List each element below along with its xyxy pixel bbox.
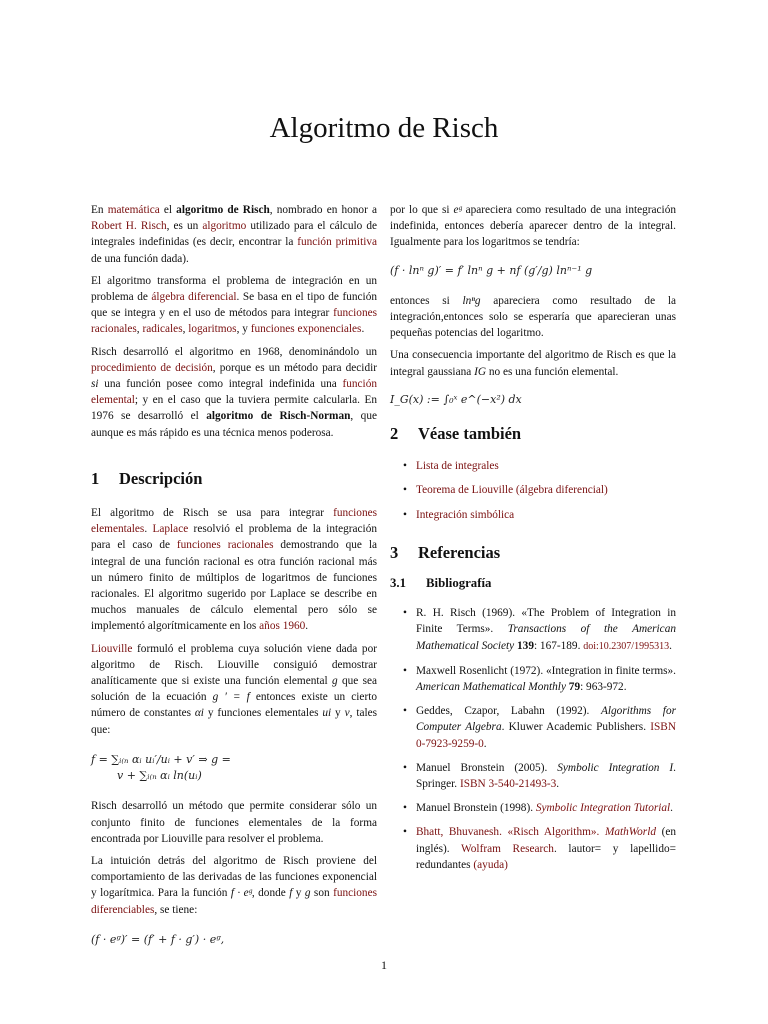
bullet-icon: • bbox=[403, 484, 407, 497]
link-algebra-diferencial[interactable]: álgebra diferencial bbox=[151, 291, 237, 304]
right-paragraph-1: por lo que si eᵍ apareciera como resultado de una integración indefinida, entonces debería aparecer dentro de la integral. Igualmente para los logaritmos se tendría: bbox=[390, 204, 676, 249]
list-item bbox=[390, 482, 676, 498]
section-heading-vease-tambien: 2 Véase también bbox=[390, 424, 522, 444]
reference-item: • R. H. Risch (1969). «The Problem of Integration in Finite Terms». Transactions of the American Mathematical Society 139: 167-189. doi:10.2307/1995313. bbox=[403, 607, 676, 652]
link-funciones-racionales[interactable]: funciones racionales bbox=[91, 307, 377, 336]
link-mathworld[interactable]: MathWorld bbox=[604, 826, 656, 839]
list-item bbox=[390, 507, 676, 523]
link-isbn-bronstein[interactable]: ISBN 3-540-21493-3 bbox=[459, 778, 557, 791]
bullet-icon: • bbox=[403, 664, 407, 677]
link-doi[interactable]: doi:10.2307/1995313 bbox=[583, 640, 670, 652]
link-isbn-geddes[interactable]: ISBN 0-7923-9259-0 bbox=[416, 721, 676, 750]
descripcion-paragraph-1: El algoritmo de Risch se usa para integrar funciones elementales. Laplace resolvió el problema de la integración para el caso de funciones racionales demostrando que la integral de una función racional es otra función racional más un número finito de múltiplos de logaritmos de funciones racionales. El algoritmo sugerido por Laplace se describe en muchos manuales de cálculo elemental pero sólo se implementó algorítmicamente en los años 1960. bbox=[91, 507, 377, 633]
link-liouville[interactable]: Liouville bbox=[91, 642, 133, 655]
bullet-icon: • bbox=[403, 460, 407, 473]
right-paragraph-2: entonces si lnⁿg apareciera como resultado de la integración,entonces solo se esperaría que aparecieran unas pequeñas potencias del logaritmo. bbox=[390, 294, 676, 340]
link-robert-risch[interactable]: Robert H. Risch bbox=[91, 220, 167, 233]
reference-item: • Maxwell Rosenlicht (1972). «Integration in finite terms». American Mathematical Monthly 79: 963-972. bbox=[403, 664, 676, 694]
bullet-icon: • bbox=[403, 761, 407, 774]
intro-paragraph-3: Risch desarrolló el algoritmo en 1968, denominándolo un procedimiento de decisión, porque es un método para decidir si una función posee como integral indefinida una función elemental; y en el caso que la tuviera permite calcularla. En 1976 se desarrolló el algoritmo de Risch-Norman, que aunque es más rápido es una técnica menos poderosa. bbox=[91, 345, 377, 439]
link-funciones-racionales-2[interactable]: funciones racionales bbox=[176, 539, 274, 552]
link-funcion-primitiva[interactable]: función primitiva bbox=[297, 236, 378, 249]
link-wolfram-research[interactable]: Wolfram Research bbox=[461, 842, 554, 855]
link-logaritmos[interactable]: logaritmos bbox=[188, 323, 237, 336]
link-algoritmo[interactable]: algoritmo bbox=[202, 220, 247, 233]
link-funciones-diferenciables[interactable]: funciones diferenciables bbox=[91, 887, 377, 916]
link-laplace[interactable]: Laplace bbox=[152, 523, 189, 536]
formula-gaussian-integral: I_G(x) := ∫₀ˣ e^(−x²) dx bbox=[390, 392, 522, 406]
right-column bbox=[390, 202, 676, 881]
link-symbolic-integration-tutorial[interactable]: Symbolic Integration Tutorial bbox=[535, 802, 671, 815]
link-funcion-elemental[interactable]: función elemental bbox=[91, 378, 377, 407]
subsection-heading-bibliografia: 3.1 Bibliografía bbox=[390, 576, 492, 591]
section-heading-referencias: 3 Referencias bbox=[390, 542, 501, 562]
section-heading-descripcion: 1 Descripción bbox=[91, 468, 203, 488]
formula-log-derivative: (f · lnⁿ g)′ = f′ lnⁿ g + nf (g′/g) lnⁿ⁻¹ g bbox=[390, 263, 593, 277]
link-ayuda[interactable]: (ayuda) bbox=[473, 858, 508, 871]
intro-paragraph-1: En matemática el algoritmo de Risch, nombrado en honor a Robert H. Risch, es un algoritmo utilizado para el cálculo de integrales indefinidas (es decir, encontrar la función primitiva de una función dada). bbox=[91, 204, 378, 265]
link-anos-1960[interactable]: años 1960 bbox=[259, 620, 306, 633]
descripcion-paragraph-4: La intuición detrás del algoritmo de Risch proviene del comportamiento de las derivadas de las funciones exponencial y logarítmica. Para la función f · eᵍ, donde f y g son funciones diferenciables, se tiene: bbox=[91, 854, 377, 916]
link-matematica[interactable]: matemática bbox=[107, 204, 160, 216]
link-radicales[interactable]: radicales bbox=[142, 323, 183, 336]
references-list bbox=[390, 605, 676, 873]
link-risch-algorithm-mathworld[interactable]: Bhatt, Bhuvanesh. «Risch Algorithm». bbox=[416, 826, 605, 839]
link-teorema-liouville[interactable]: Teorema de Liouville (álgebra diferencial) bbox=[416, 484, 608, 497]
formula-liouville: f = ∑ᵢ₍ₙ αᵢ uᵢ′/uᵢ + v′ ⇒ g = v + ∑ᵢ₍ₙ αᵢ ln(uᵢ) bbox=[91, 752, 231, 783]
link-procedimiento-decision[interactable]: procedimiento de decisión bbox=[91, 361, 213, 374]
reference-item: • Manuel Bronstein (1998). Symbolic Integration Tutorial. bbox=[390, 800, 676, 816]
bullet-icon: • bbox=[403, 607, 407, 620]
page-title: Algoritmo de Risch bbox=[269, 112, 499, 144]
reference-item: • Bhatt, Bhuvanesh. «Risch Algorithm». MathWorld (en inglés). Wolfram Research. lautor= y lapellido= redundantes (ayuda) bbox=[403, 826, 677, 871]
formula-exponential-derivative: (f · eᵍ)′ = (f′ + f · g′) · eᵍ, bbox=[91, 932, 225, 946]
bullet-icon: • bbox=[403, 802, 407, 815]
left-column bbox=[91, 202, 377, 948]
page-number: 1 bbox=[381, 958, 387, 972]
link-lista-integrales[interactable]: Lista de integrales bbox=[416, 460, 499, 473]
intro-paragraph-2: El algoritmo transforma el problema de integración en un problema de álgebra diferencial. Se basa en el tipo de función que se integra y en el uso de métodos para integrar funciones racionales, radicales, logaritmos, y funciones exponenciales. bbox=[91, 274, 377, 336]
list-item bbox=[390, 458, 676, 474]
see-also-list bbox=[390, 458, 676, 523]
bullet-icon: • bbox=[403, 508, 407, 521]
right-paragraph-3: Una consecuencia importante del algoritmo de Risch es que la integral gaussiana IG no es una función elemental. bbox=[390, 349, 676, 378]
link-integracion-simbolica[interactable]: Integración simbólica bbox=[416, 508, 515, 521]
bullet-icon: • bbox=[403, 826, 407, 839]
reference-item: • Manuel Bronstein (2005). Symbolic Integration I. Springer. ISBN 3-540-21493-3. bbox=[403, 761, 676, 791]
reference-item: • Geddes, Czapor, Labahn (1992). Algorithms for Computer Algebra. Kluwer Academic Publishers. ISBN 0-7923-9259-0. bbox=[403, 705, 676, 750]
link-funciones-exponenciales[interactable]: funciones exponenciales bbox=[250, 323, 362, 336]
descripcion-paragraph-3: Risch desarrolló un método que permite considerar sólo un conjunto finito de funciones elementales de la forma encontrada por Liouville para resolver el problema. bbox=[91, 800, 377, 845]
bullet-icon: • bbox=[403, 705, 407, 718]
descripcion-paragraph-2: Liouville formuló el problema cuya solución viene dada por algoritmo de Risch. Liouville consiguió demostrar analíticamente que si existe una función elemental g que sea solución de la ecuación g ′ = f entonces existe un cierto número de constantes αi y funciones elementales ui y v, tales que: bbox=[91, 642, 378, 736]
link-funciones-elementales[interactable]: funciones elementales bbox=[91, 507, 377, 536]
